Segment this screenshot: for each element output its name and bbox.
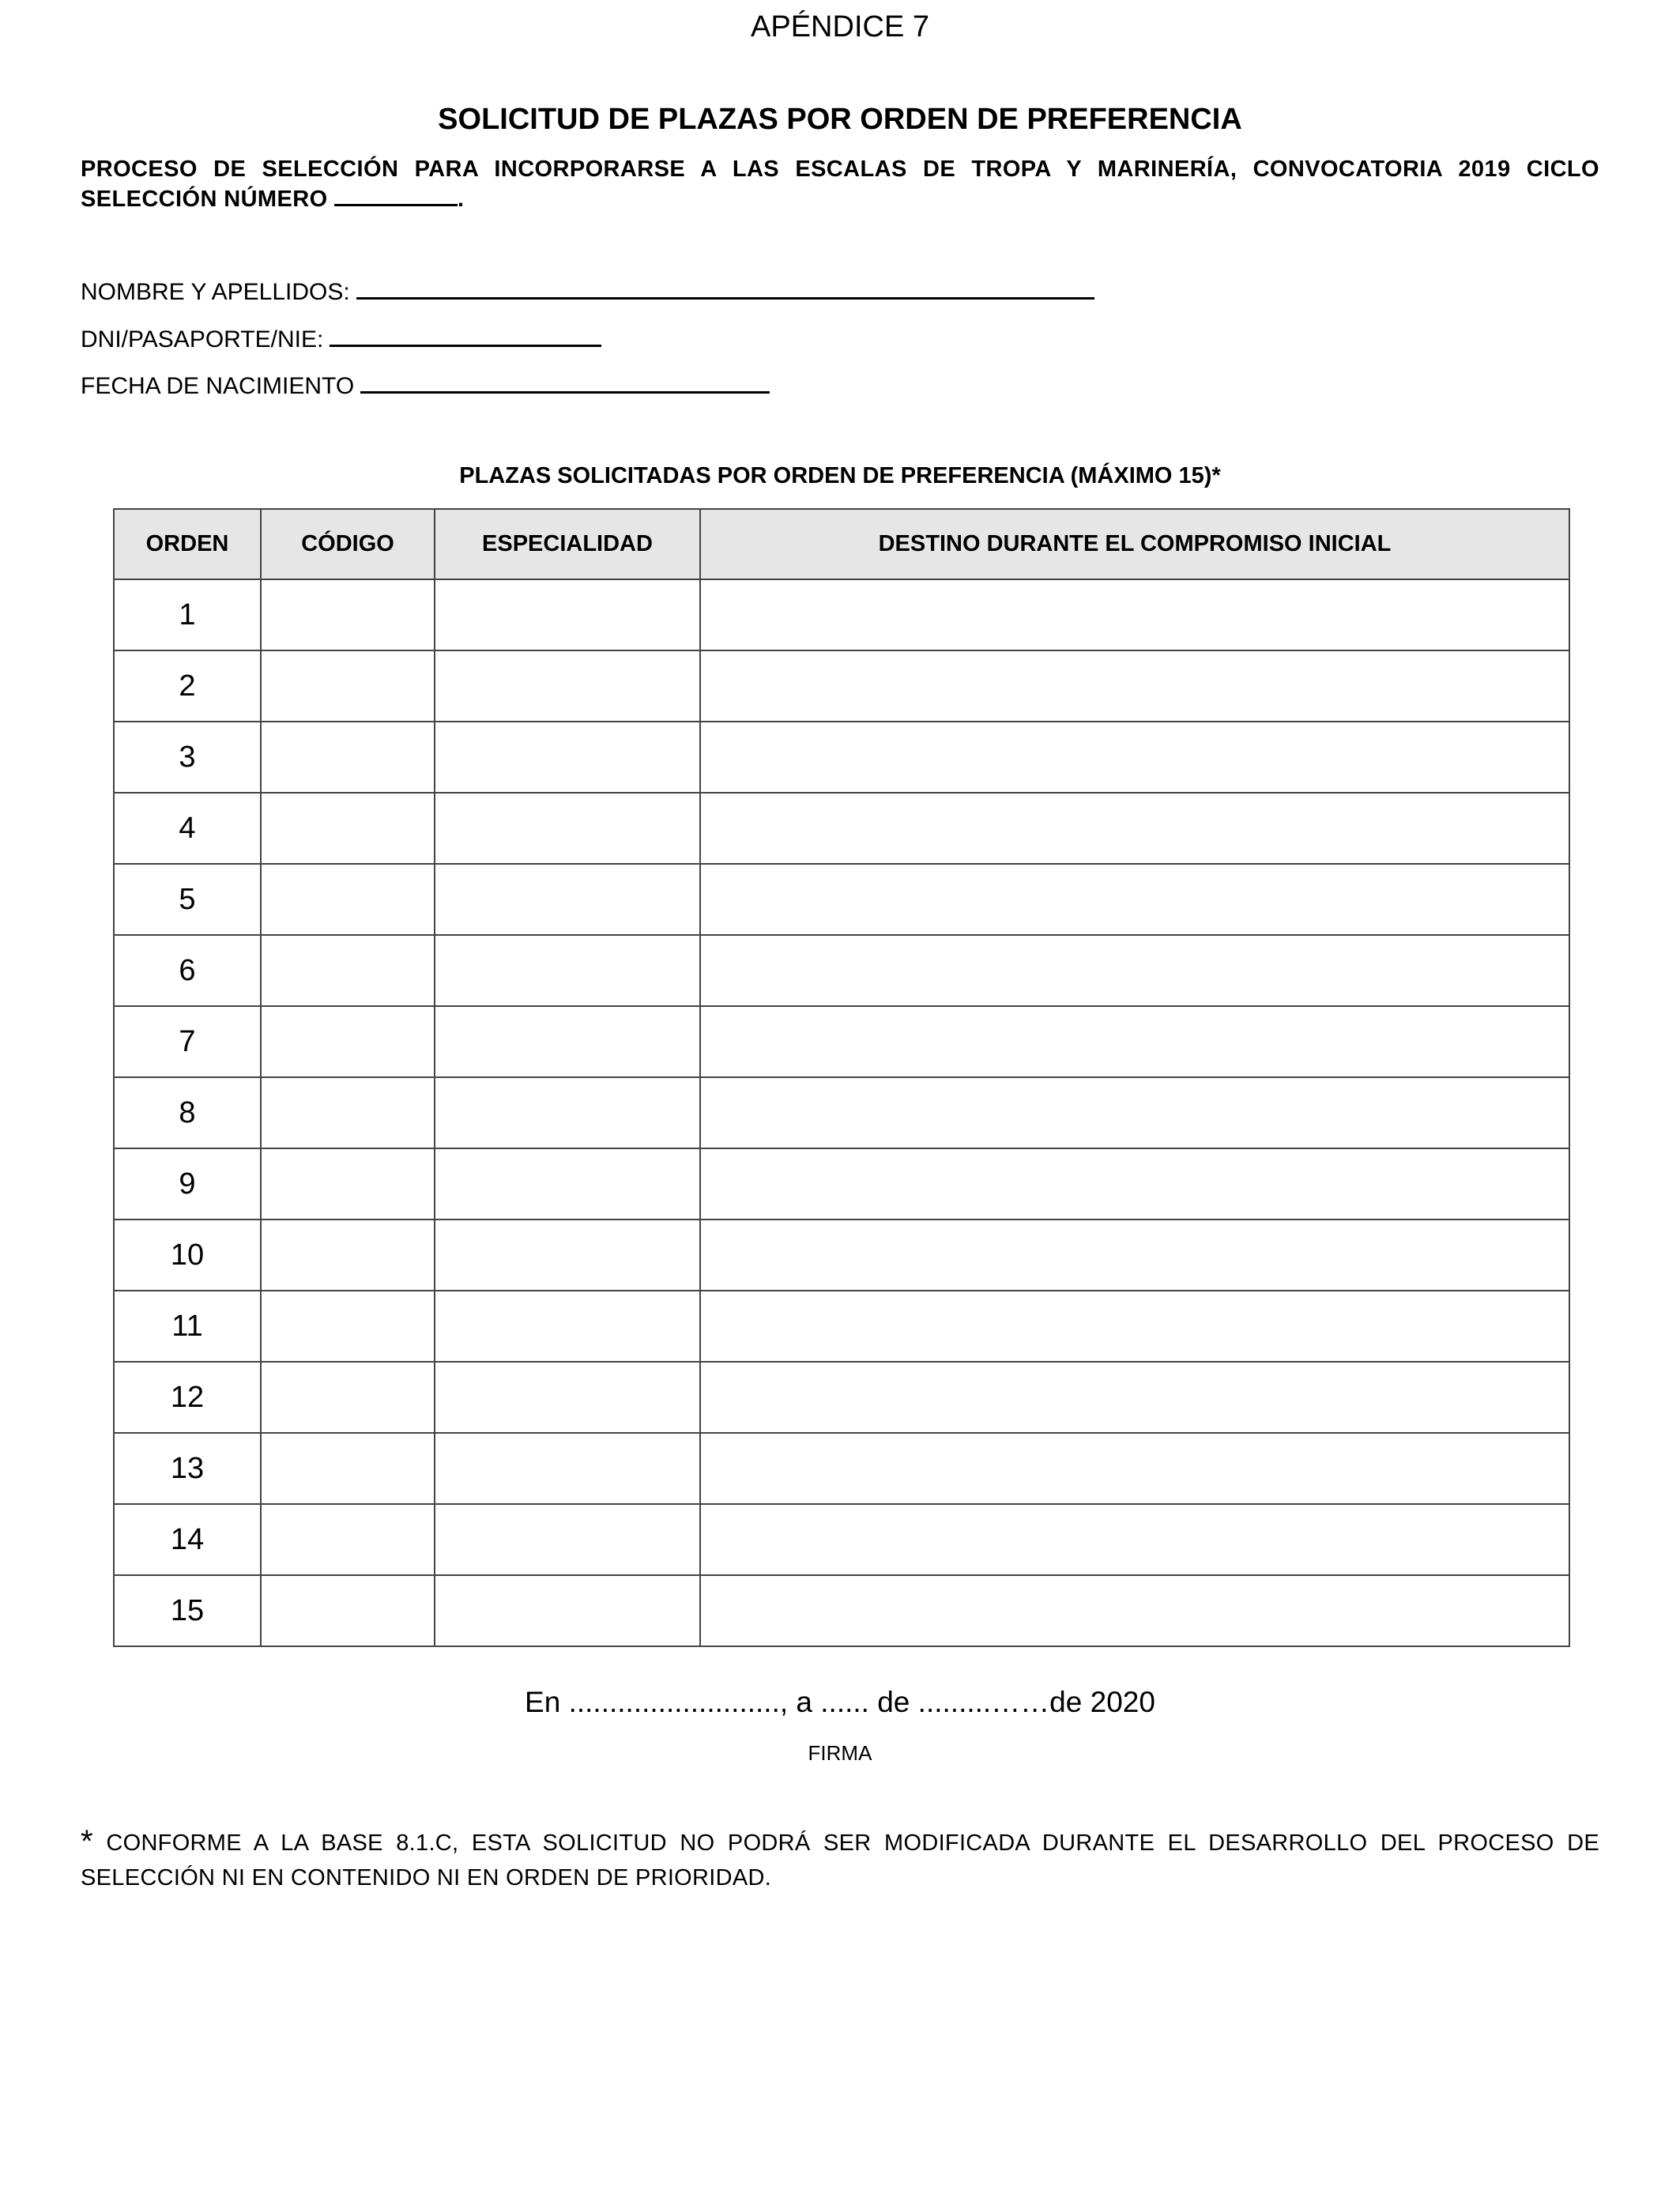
specialty-cell[interactable] bbox=[435, 1077, 700, 1148]
table-row bbox=[114, 864, 1569, 935]
process-description-line2 bbox=[81, 183, 464, 213]
table-caption: PLAZAS SOLICITADAS POR ORDEN DE PREFERENCIA (MÁXIMO 15)* bbox=[459, 463, 1221, 488]
specialty-cell[interactable] bbox=[435, 1575, 700, 1646]
table-row bbox=[114, 1077, 1569, 1148]
destination-cell[interactable] bbox=[700, 1148, 1569, 1220]
destination-cell[interactable] bbox=[700, 864, 1569, 935]
birthdate-blank[interactable] bbox=[360, 369, 770, 394]
table-row bbox=[114, 579, 1569, 650]
name-field bbox=[81, 275, 1094, 308]
order-cell: 10 bbox=[114, 1220, 261, 1291]
process-description-line1: PROCESO DE SELECCIÓN PARA INCORPORARSE A LAS ESCALAS DE TROPA Y MARINERÍA, CONVOCATORIA 2019 CICLO bbox=[81, 156, 1599, 182]
destination-cell[interactable] bbox=[700, 1077, 1569, 1148]
order-cell: 3 bbox=[114, 722, 261, 793]
selection-number-label: SELECCIÓN NÚMERO bbox=[81, 187, 328, 212]
destination-cell[interactable] bbox=[700, 1575, 1569, 1646]
table-row bbox=[114, 1148, 1569, 1220]
table-row bbox=[114, 793, 1569, 864]
specialty-cell[interactable] bbox=[435, 1433, 700, 1504]
table-row bbox=[114, 722, 1569, 793]
code-cell[interactable] bbox=[261, 1148, 435, 1220]
code-cell[interactable] bbox=[261, 722, 435, 793]
footnote bbox=[81, 1824, 1599, 1895]
specialty-cell[interactable] bbox=[435, 864, 700, 935]
specialty-cell[interactable] bbox=[435, 935, 700, 1006]
selection-number-blank[interactable] bbox=[334, 183, 458, 206]
id-field bbox=[81, 322, 601, 356]
specialty-cell[interactable] bbox=[435, 1362, 700, 1433]
birthdate-field bbox=[81, 369, 770, 402]
code-cell[interactable] bbox=[261, 935, 435, 1006]
footnote-text: CONFORME A LA BASE 8.1.C, ESTA SOLICITUD NO PODRÁ SER MODIFICADA DURANTE EL DESARROLLO DEL PROCESO DE SELECCIÓN NI EN CONTENIDO NI EN ORDEN DE PRIORIDAD. bbox=[81, 1830, 1599, 1891]
order-cell: 11 bbox=[114, 1291, 261, 1362]
process-period: . bbox=[458, 187, 465, 212]
order-cell: 13 bbox=[114, 1433, 261, 1504]
destination-cell[interactable] bbox=[700, 650, 1569, 722]
code-cell[interactable] bbox=[261, 650, 435, 722]
destination-cell[interactable] bbox=[700, 1291, 1569, 1362]
specialty-cell[interactable] bbox=[435, 1291, 700, 1362]
order-cell: 2 bbox=[114, 650, 261, 722]
table-row bbox=[114, 1220, 1569, 1291]
table-row bbox=[114, 650, 1569, 722]
birthdate-label: FECHA DE NACIMIENTO bbox=[81, 373, 355, 399]
table-row bbox=[114, 935, 1569, 1006]
id-label: DNI/PASAPORTE/NIE: bbox=[81, 326, 324, 352]
order-cell: 7 bbox=[114, 1006, 261, 1077]
footnote-asterisk: * bbox=[81, 1824, 93, 1859]
column-header-order: ORDEN bbox=[114, 509, 261, 579]
destination-cell[interactable] bbox=[700, 579, 1569, 650]
table-header-row bbox=[114, 509, 1569, 579]
table-row bbox=[114, 1291, 1569, 1362]
specialty-cell[interactable] bbox=[435, 1220, 700, 1291]
code-cell[interactable] bbox=[261, 793, 435, 864]
specialty-cell[interactable] bbox=[435, 1006, 700, 1077]
order-cell: 8 bbox=[114, 1077, 261, 1148]
order-cell: 15 bbox=[114, 1575, 261, 1646]
destination-cell[interactable] bbox=[700, 1504, 1569, 1575]
place-date-line: En .........................., a ...... de .........……de 2020 bbox=[525, 1686, 1155, 1718]
code-cell[interactable] bbox=[261, 1433, 435, 1504]
specialty-cell[interactable] bbox=[435, 793, 700, 864]
table-row bbox=[114, 1575, 1569, 1646]
code-cell[interactable] bbox=[261, 1504, 435, 1575]
signature-label: FIRMA bbox=[808, 1741, 872, 1765]
order-cell: 6 bbox=[114, 935, 261, 1006]
destination-cell[interactable] bbox=[700, 935, 1569, 1006]
column-header-code: CÓDIGO bbox=[261, 509, 435, 579]
order-cell: 5 bbox=[114, 864, 261, 935]
code-cell[interactable] bbox=[261, 1362, 435, 1433]
table-row bbox=[114, 1433, 1569, 1504]
code-cell[interactable] bbox=[261, 864, 435, 935]
destination-cell[interactable] bbox=[700, 1433, 1569, 1504]
table-row bbox=[114, 1504, 1569, 1575]
code-cell[interactable] bbox=[261, 1291, 435, 1362]
destination-cell[interactable] bbox=[700, 722, 1569, 793]
specialty-cell[interactable] bbox=[435, 650, 700, 722]
code-cell[interactable] bbox=[261, 1077, 435, 1148]
destination-cell[interactable] bbox=[700, 793, 1569, 864]
specialty-cell[interactable] bbox=[435, 1148, 700, 1220]
code-cell[interactable] bbox=[261, 1575, 435, 1646]
table-row bbox=[114, 1362, 1569, 1433]
name-label: NOMBRE Y APELLIDOS: bbox=[81, 279, 350, 305]
order-cell: 4 bbox=[114, 793, 261, 864]
order-cell: 14 bbox=[114, 1504, 261, 1575]
specialty-cell[interactable] bbox=[435, 1504, 700, 1575]
order-cell: 12 bbox=[114, 1362, 261, 1433]
code-cell[interactable] bbox=[261, 1006, 435, 1077]
specialty-cell[interactable] bbox=[435, 722, 700, 793]
column-header-specialty: ESPECIALIDAD bbox=[435, 509, 700, 579]
preferences-table bbox=[113, 508, 1570, 1647]
column-header-destination: DESTINO DURANTE EL COMPROMISO INICIAL bbox=[700, 509, 1569, 579]
name-blank[interactable] bbox=[356, 275, 1094, 300]
appendix-heading: APÉNDICE 7 bbox=[751, 10, 929, 43]
id-blank[interactable] bbox=[330, 322, 601, 347]
document-title: SOLICITUD DE PLAZAS POR ORDEN DE PREFERENCIA bbox=[438, 103, 1242, 136]
destination-cell[interactable] bbox=[700, 1220, 1569, 1291]
code-cell[interactable] bbox=[261, 1220, 435, 1291]
order-cell: 9 bbox=[114, 1148, 261, 1220]
table-row bbox=[114, 1006, 1569, 1077]
order-cell: 1 bbox=[114, 579, 261, 650]
code-cell[interactable] bbox=[261, 579, 435, 650]
destination-cell[interactable] bbox=[700, 1006, 1569, 1077]
destination-cell[interactable] bbox=[700, 1362, 1569, 1433]
specialty-cell[interactable] bbox=[435, 579, 700, 650]
